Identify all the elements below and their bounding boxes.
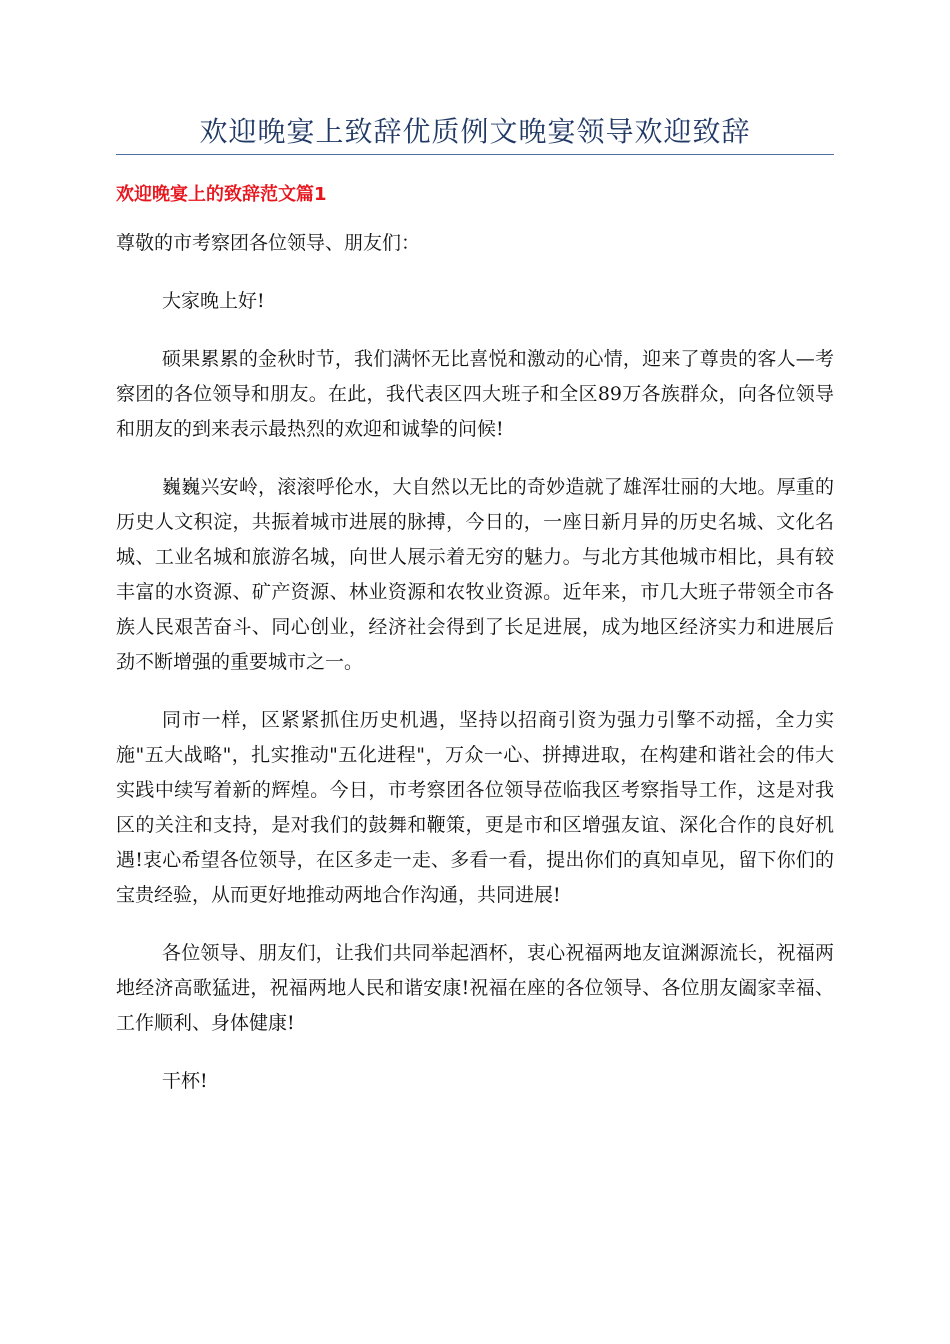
paragraph-greeting: 大家晚上好! xyxy=(162,290,265,312)
salutation: 尊敬的市考察团各位领导、朋友们： xyxy=(116,232,421,254)
section-heading: 欢迎晚宴上的致辞范文篇1 xyxy=(116,184,327,205)
paragraph-district-development: 同市一样，区紧紧抓住历史机遇，坚持以招商引资为强力引擎不动摇，全力实施"五大战略"，扎实推动"五化进程"，万众一心、拼搏进取，在构建和谐社会的伟大实践中续写着新的辉煌。今日，市考察团各位领导莅临我区考察指导工作，这是对我区的关注和支持，是对我们的鼓舞和鞭策，更是市和区增强友谊、深化合作的良好机遇!衷心希望各位领导，在区多走一走、多看一看，提出你们的真知卓见，留下你们的宝贵经验，从而更好地推动两地合作沟通，共同进展! xyxy=(116,709,834,906)
paragraph-toast-wishes: 各位领导、朋友们，让我们共同举起酒杯，衷心祝福两地友谊渊源流长，祝福两地经济高歌猛进，祝福两地人民和谐安康!祝福在座的各位领导、各位朋友阖家幸福、工作顺利、身体健康! xyxy=(116,942,834,1034)
title-underline xyxy=(116,154,834,155)
paragraph-city-intro: 巍巍兴安岭，滚滚呼伦水，大自然以无比的奇妙造就了雄浑壮丽的大地。厚重的历史人文积淀，共振着城市进展的脉搏，今日的，一座日新月异的历史名城、文化名城、工业名城和旅游名城，向世人展示着无穷的魅力。与北方其他城市相比，具有较丰富的水资源、矿产资源、林业资源和农牧业资源。近年来，市几大班子带领全市各族人民艰苦奋斗、同心创业，经济社会得到了长足进展，成为地区经济实力和进展后劲不断增强的重要城市之一。 xyxy=(116,476,834,673)
paragraph-welcome: 硕果累累的金秋时节，我们满怀无比喜悦和激动的心情，迎来了尊贵的客人—考察团的各位领导和朋友。在此，我代表区四大班子和全区89万各族群众，向各位领导和朋友的到来表示最热烈的欢迎和诚挚的问候! xyxy=(116,348,834,440)
document-body xyxy=(116,226,834,1122)
document-title: 欢迎晚宴上致辞优质例文晚宴领导欢迎致辞 xyxy=(199,115,751,148)
paragraph-cheers: 干杯! xyxy=(162,1070,208,1092)
